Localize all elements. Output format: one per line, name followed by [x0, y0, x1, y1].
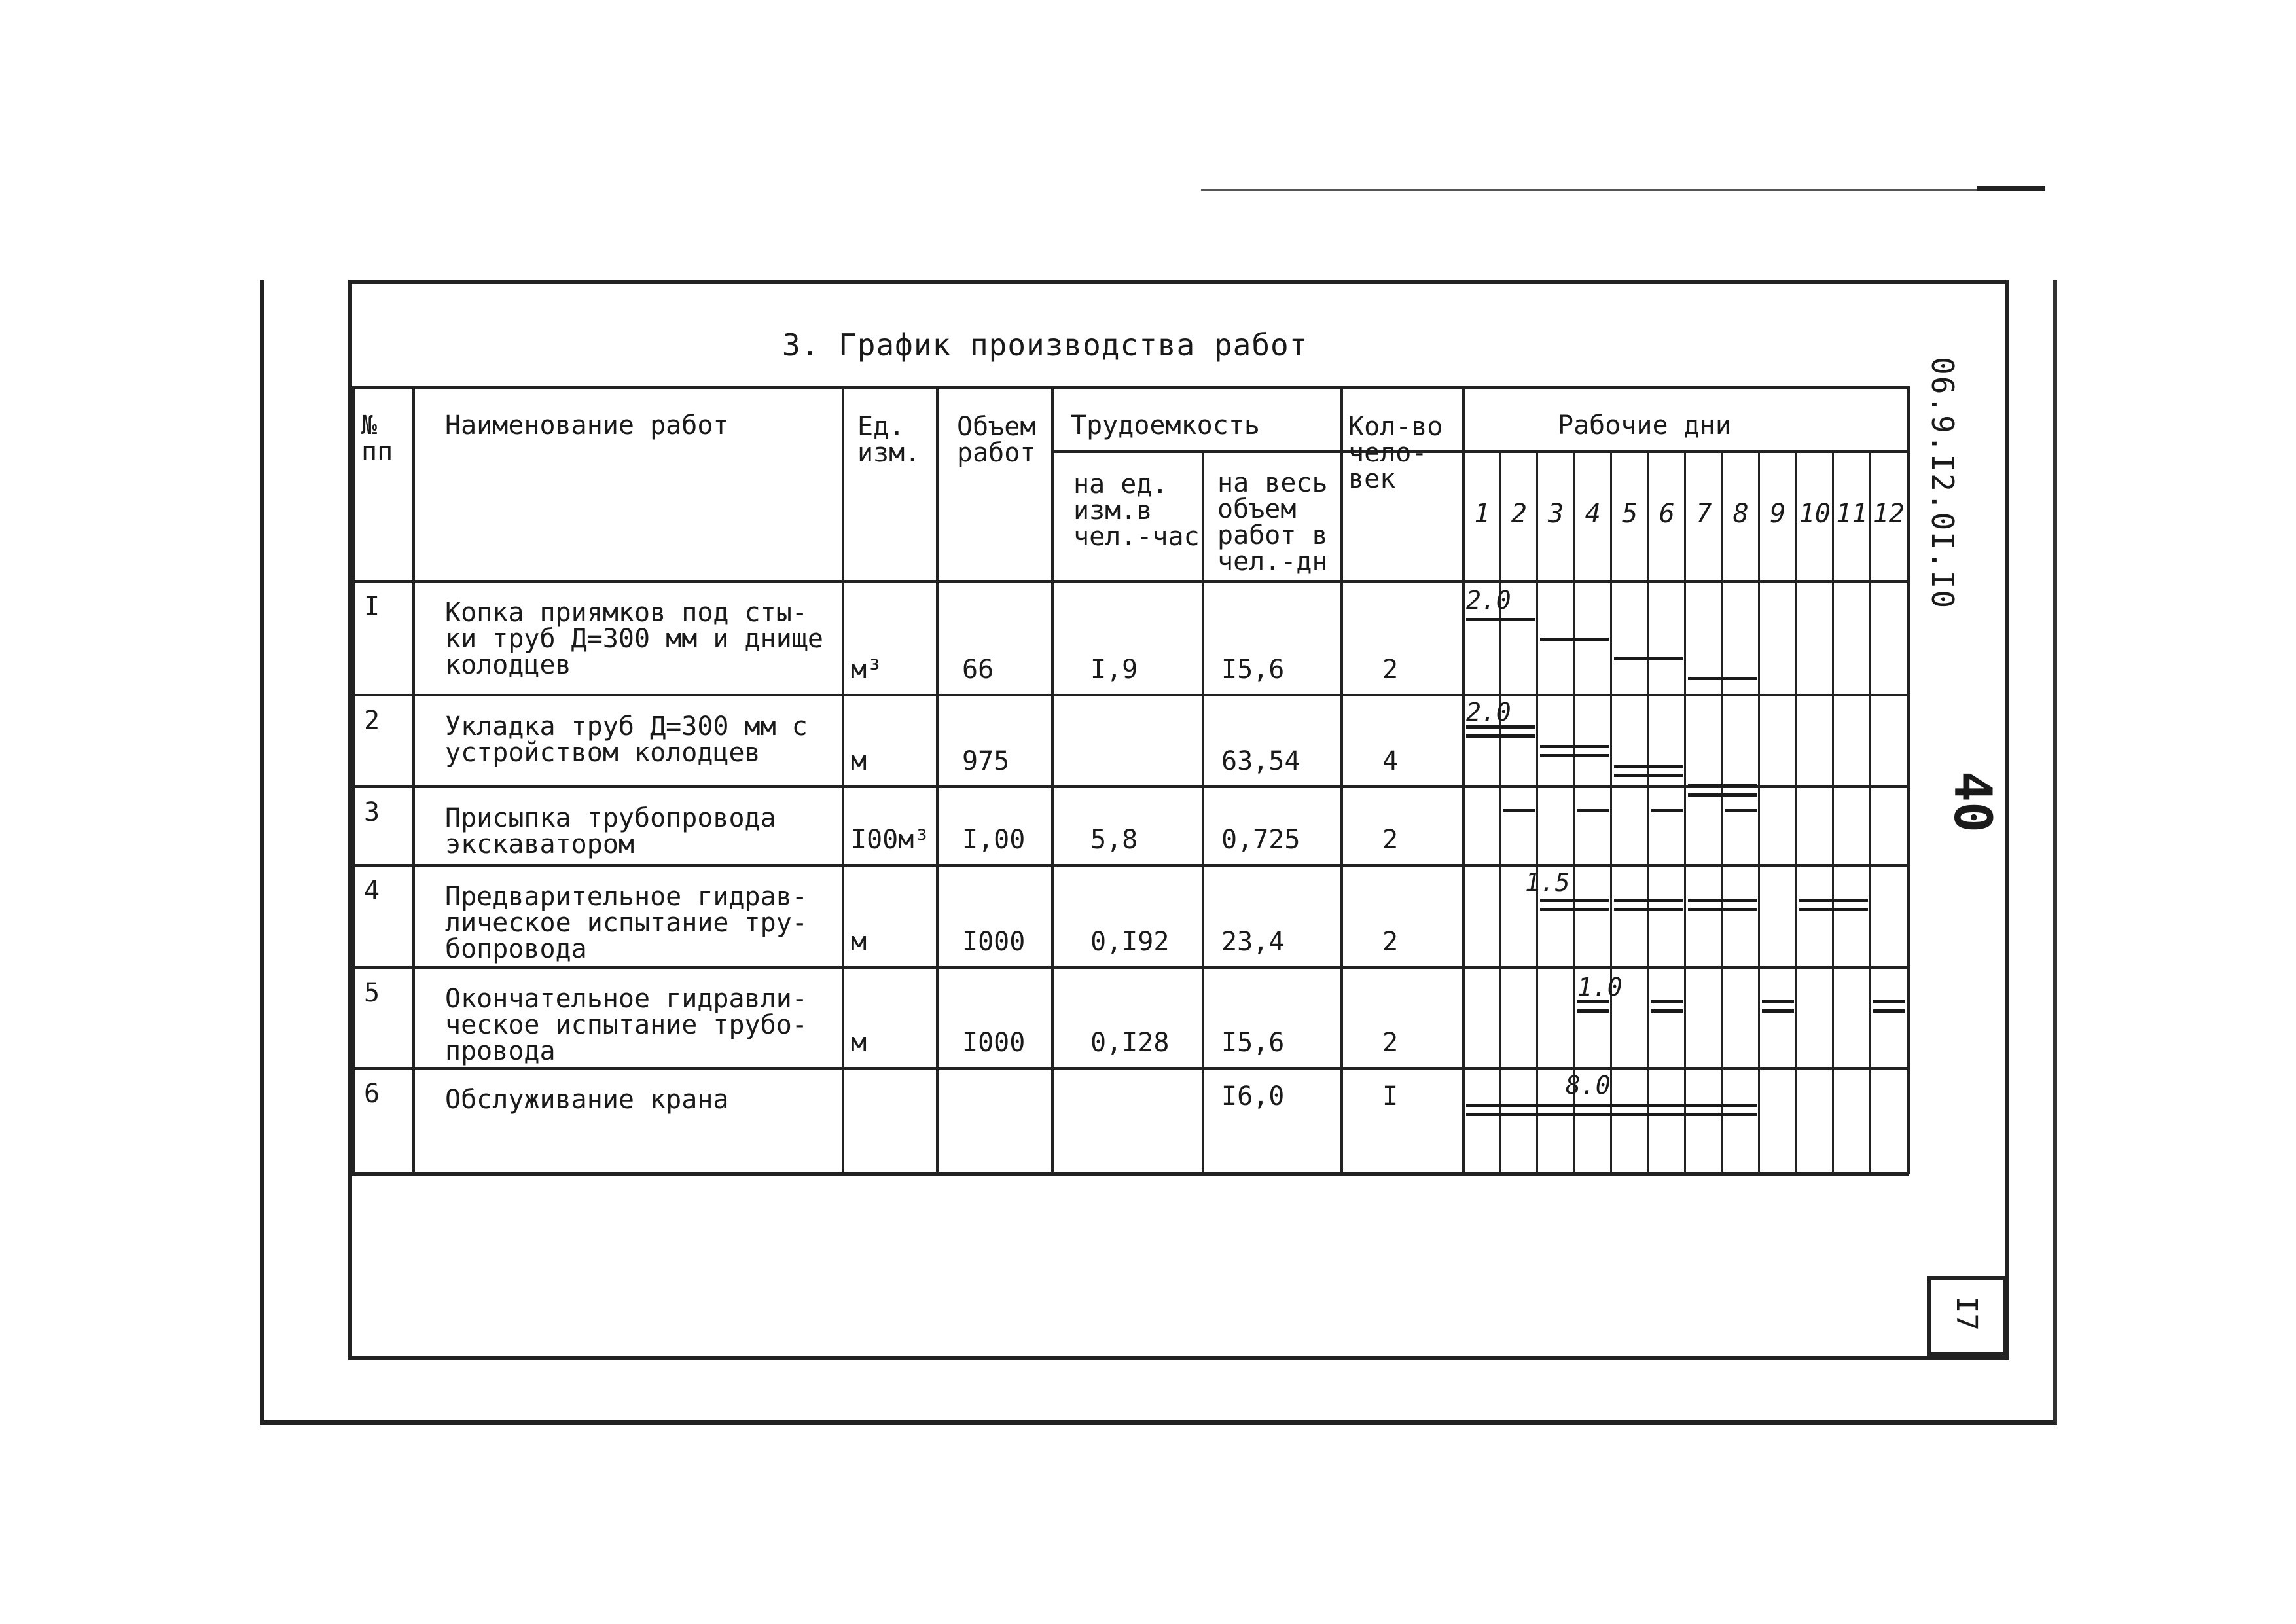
row-labor-total: I5,6: [1221, 655, 1285, 685]
header-name: Наименование работ: [445, 410, 729, 441]
row-labor-total: I6,0: [1221, 1081, 1285, 1111]
gantt-bar: [1577, 1009, 1609, 1013]
header-people-line1: Кол-во: [1348, 412, 1443, 442]
work-name-line: лическое испытание тру-: [445, 908, 808, 938]
gantt-bar: [1540, 638, 1609, 641]
sheet-number: I7: [1950, 1296, 1983, 1331]
top-rule: [1201, 189, 2045, 191]
gantt-bar-label: 1.5: [1525, 868, 1570, 897]
work-name-line: экскаватором: [445, 829, 634, 859]
header-labor-total: [1217, 470, 1328, 575]
row-people: 2: [1382, 825, 1399, 855]
row-labor-unit: 5,8: [1090, 825, 1138, 855]
day-number: 2: [1511, 499, 1527, 529]
gantt-bar-label: 8.0: [1566, 1071, 1611, 1100]
day-number: 4: [1585, 499, 1601, 529]
header-volume-line2: работ: [957, 438, 1036, 468]
header-labor-unit: [1073, 471, 1200, 550]
gantt-bar: [1540, 908, 1609, 911]
gantt-bar: [1614, 899, 1683, 902]
col-line-labor-unit: [1051, 386, 1054, 1174]
row-work-name: [445, 986, 808, 1064]
work-name-line: Обслуживание крана: [445, 1085, 729, 1115]
gantt-bar: [1540, 754, 1609, 757]
header-num-pp: пп: [361, 437, 393, 467]
row-people: 2: [1382, 655, 1399, 685]
header-volume: [957, 414, 1035, 466]
document-title: 3. График производства работ: [782, 327, 1308, 363]
gantt-bar: [1873, 1009, 1905, 1013]
row-volume: 975: [962, 746, 1010, 776]
day-number: 6: [1659, 499, 1675, 529]
row-number: 3: [364, 797, 380, 827]
row-work-name: [445, 1087, 728, 1113]
day-column-line: [1499, 452, 1501, 1174]
day-column-line: [1869, 452, 1871, 1174]
table-border-right: [1907, 386, 1910, 1174]
gantt-bar: [1688, 899, 1757, 902]
gantt-bar: [1873, 1000, 1905, 1003]
gantt-bar: [1466, 1104, 1757, 1107]
day-column-line: [1536, 452, 1538, 1174]
day-number: 1: [1474, 499, 1490, 529]
gantt-bar: [1651, 1000, 1683, 1003]
work-name-line: Окончательное гидравли-: [445, 984, 808, 1014]
day-column-line: [1647, 452, 1649, 1174]
gantt-bar: [1466, 1113, 1757, 1116]
col-line-volume: [936, 386, 939, 1174]
gantt-bar: [1799, 908, 1868, 911]
day-number: 7: [1696, 499, 1712, 529]
gantt-bar: [1614, 657, 1683, 660]
row-labor-unit: 0,I92: [1090, 927, 1170, 957]
day-number: 5: [1622, 499, 1638, 529]
row-labor-unit: 0,I28: [1090, 1028, 1170, 1058]
row-number: 5: [364, 978, 380, 1008]
header-unit-line2: изм.: [857, 438, 921, 468]
row-work-name: [445, 713, 808, 766]
gantt-bar: [1799, 899, 1868, 902]
header-labor-total-line1: на весь: [1217, 468, 1328, 498]
gantt-bar: [1614, 908, 1683, 911]
work-name-line: Присыпка трубопровода: [445, 803, 776, 833]
row-work-name: [445, 884, 808, 962]
day-number: 10: [1799, 499, 1831, 529]
row-unit: м: [851, 1028, 867, 1058]
gantt-bar: [1540, 899, 1609, 902]
row-volume: I000: [962, 1028, 1026, 1058]
work-name-line: Укладка труб Д=300 мм с: [445, 712, 808, 742]
col-line-unit: [842, 386, 844, 1174]
row-labor-total: 63,54: [1221, 746, 1300, 776]
row-unit: м: [851, 927, 867, 957]
header-labor-total-line2: объем: [1217, 494, 1297, 524]
gantt-bar: [1762, 1000, 1794, 1003]
row-line-5: [348, 1067, 1909, 1070]
gantt-bar: [1651, 1009, 1683, 1013]
row-number: 4: [364, 876, 380, 906]
day-number: 3: [1548, 499, 1564, 529]
gantt-bar: [1503, 809, 1535, 812]
gantt-bar-label: 2.0: [1466, 586, 1511, 615]
row-line-4: [348, 966, 1909, 969]
header-labor-unit-line2: изм.в: [1073, 496, 1153, 526]
row-unit: м³: [851, 655, 883, 685]
day-column-line: [1758, 452, 1760, 1174]
header-labor-total-line4: чел.-дн: [1217, 547, 1328, 577]
document-code: 06.9.I2.0I.I0: [1925, 357, 1960, 610]
row-work-name: [445, 805, 776, 857]
row-line-1: [348, 694, 1909, 696]
header-days: Рабочие дни: [1558, 410, 1731, 441]
work-name-line: Копка приямков под сты-: [445, 598, 808, 628]
row-line-2: [348, 785, 1909, 788]
header-bottom-line: [348, 580, 1909, 583]
gantt-bar: [1466, 618, 1535, 621]
row-labor-total: 23,4: [1221, 927, 1285, 957]
header-people-line2: чело-: [1348, 438, 1427, 468]
day-number: 9: [1770, 499, 1786, 529]
gantt-bar: [1614, 774, 1683, 777]
col-line-labor-total: [1202, 450, 1204, 1174]
day-column-line: [1573, 452, 1575, 1174]
row-volume: I000: [962, 927, 1026, 957]
gantt-bar: [1688, 784, 1757, 787]
row-people: 4: [1382, 746, 1399, 776]
header-people: [1348, 414, 1443, 492]
row-volume: I,00: [962, 825, 1026, 855]
day-number: 8: [1732, 499, 1749, 529]
gantt-bar: [1762, 1009, 1794, 1013]
gantt-bar: [1651, 809, 1683, 812]
header-labor: Трудоемкость: [1071, 410, 1260, 441]
day-number: 12: [1873, 499, 1905, 529]
work-name-line: бопровода: [445, 934, 587, 964]
work-name-line: колодцев: [445, 650, 571, 680]
gantt-bar-label: 1.0: [1577, 973, 1623, 1001]
header-labor-unit-line1: на ед.: [1073, 469, 1168, 499]
gantt-bar: [1614, 765, 1683, 768]
table-border-top: [348, 386, 1909, 389]
row-number: I: [364, 592, 380, 622]
row-volume: 66: [962, 655, 994, 685]
row-unit: I00м³: [851, 825, 930, 855]
page-number: 40: [1943, 771, 2001, 833]
row-labor-total: I5,6: [1221, 1028, 1285, 1058]
row-labor-total: 0,725: [1221, 825, 1300, 855]
top-rule-thick: [1977, 186, 2045, 191]
row-number: 6: [364, 1079, 380, 1109]
row-labor-unit: I,9: [1090, 655, 1138, 685]
row-number: 2: [364, 706, 380, 736]
header-num: [361, 412, 393, 465]
row-people: 2: [1382, 927, 1399, 957]
work-name-line: ки труб Д=300 мм и днище: [445, 624, 823, 654]
day-column-line: [1684, 452, 1686, 1174]
header-unit: [857, 414, 920, 466]
row-line-3: [348, 864, 1909, 867]
gantt-bar: [1577, 809, 1609, 812]
row-people: I: [1382, 1081, 1399, 1111]
gantt-bar: [1688, 677, 1757, 680]
sheet-number-box: [1927, 1276, 2007, 1356]
col-line-name: [412, 386, 415, 1174]
row-people: 2: [1382, 1028, 1399, 1058]
day-number: 11: [1836, 499, 1868, 529]
work-name-line: устройством колодцев: [445, 738, 761, 768]
row-work-name: [445, 600, 823, 678]
gantt-bar: [1725, 809, 1757, 812]
gantt-bar: [1466, 734, 1535, 738]
work-name-line: провода: [445, 1036, 556, 1066]
gantt-bar: [1688, 793, 1757, 797]
work-name-line: ческое испытание трубо-: [445, 1010, 808, 1040]
day-column-line: [1610, 452, 1612, 1174]
col-line-num: [352, 386, 355, 1174]
header-volume-line1: Объем: [957, 412, 1036, 442]
day-column-line: [1721, 452, 1723, 1174]
header-sub-line: [1052, 450, 1909, 453]
gantt-bar-label: 2.0: [1466, 698, 1511, 727]
work-name-line: Предварительное гидрав-: [445, 882, 808, 912]
table-border-bottom: [348, 1172, 1909, 1176]
col-line-people: [1340, 386, 1343, 1174]
header-people-line3: век: [1348, 464, 1396, 494]
day-column-line: [1795, 452, 1797, 1174]
header-labor-total-line3: работ в: [1217, 520, 1328, 550]
header-labor-unit-line3: чел.-час: [1073, 522, 1200, 552]
header-num-symbol: №: [361, 410, 378, 441]
header-unit-line1: Ед.: [857, 412, 905, 442]
row-unit: м: [851, 746, 867, 776]
gantt-bar: [1688, 908, 1757, 911]
gantt-bar: [1540, 745, 1609, 748]
day-column-line: [1832, 452, 1834, 1174]
